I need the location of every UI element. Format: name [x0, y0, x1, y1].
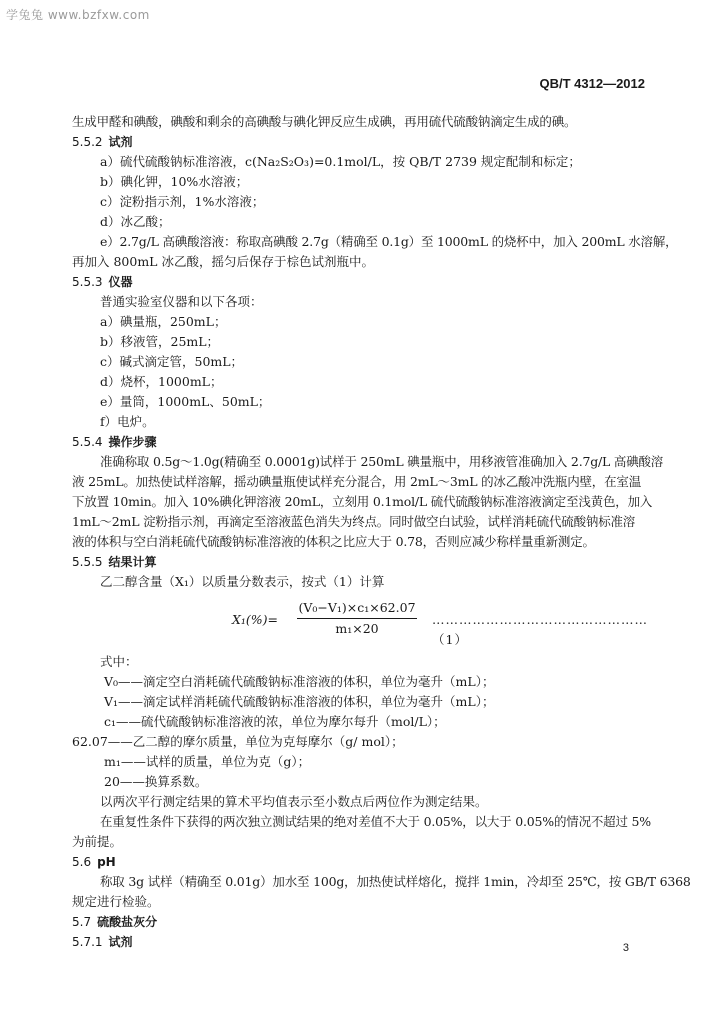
section-title: 试剂	[108, 135, 133, 149]
formula-numerator: (V₀−V₁)×c₁×62.07	[297, 598, 417, 619]
definition-item: V₁——滴定试样消耗硫代硫酸钠标准溶液的体积，单位为毫升（mL）；	[104, 694, 495, 709]
paragraph-line: 液 25mL。加热使试样溶解，摇动碘量瓶使试样充分混合，用 2mL～3mL 的冰乙酸冲洗瓶内壁，在室温	[72, 474, 641, 489]
document-body	[72, 112, 691, 952]
section-number: 5.5.5	[72, 555, 103, 569]
section-heading-5-7	[72, 912, 650, 932]
list-item: e）2.7g/L 高碘酸溶液：称取高碘酸 2.7g（精确至 0.1g）至 1000mL 的烧杯中，加入 200mL 水溶解，	[100, 234, 678, 249]
definition-item: V₀——滴定空白消耗硫代硫酸钠标准溶液的体积，单位为毫升（mL）；	[104, 674, 495, 689]
paragraph-line: 普通实验室仪器和以下各项：	[100, 294, 263, 309]
section-number: 5.7.1	[72, 935, 103, 949]
paragraph-line: 为前提。	[72, 834, 123, 849]
definition-item: m₁——试样的质量，单位为克（g）；	[104, 754, 311, 769]
section-title: pH	[97, 855, 116, 869]
paragraph-line: 再加入 800mL 冰乙酸，摇匀后保存于棕色试剂瓶中。	[72, 254, 374, 269]
list-item: a）硫代硫酸钠标准溶液，c(Na₂S₂O₃)=0.1mol/L，按 QB/T 2739 规定配制和标定；	[100, 154, 581, 169]
standard-number: QB/T 4312—2012	[539, 76, 645, 91]
section-heading-5-6	[72, 852, 650, 872]
list-item: b）移液管，25mL；	[100, 334, 220, 349]
section-title: 试剂	[108, 935, 133, 949]
watermark: 学兔兔 www.bzfxw.com	[6, 8, 150, 22]
formula-tag: …………………………………………（1）	[432, 612, 648, 647]
paragraph-line: 以两次平行测定结果的算术平均值表示至小数点后两位作为测定结果。	[100, 794, 488, 809]
section-title: 结果计算	[108, 555, 157, 569]
paragraph-line: 在重复性条件下获得的两次独立测试结果的绝对差值不大于 0.05%，以大于 0.05%的情况不超过 5%	[100, 814, 651, 829]
section-heading-5-5-4	[72, 432, 650, 452]
definition-item: c₁——硫代硫酸钠标准溶液的浓，单位为摩尔每升（mol/L）；	[104, 714, 446, 729]
definition-item: 62.07——乙二醇的摩尔质量，单位为克每摩尔（g/ mol）；	[72, 734, 404, 749]
paragraph-line: 1mL～2mL 淀粉指示剂，再滴定至溶液蓝色消失为终点。同时做空白试验，试样消耗硫代硫酸钠标准溶	[72, 514, 636, 529]
paragraph-line: 下放置 10min。加入 10%碘化钾溶液 20mL，立刻用 0.1mol/L 硫代硫酸钠标准溶液滴定至浅黄色，加入	[72, 494, 653, 509]
section-title: 硫酸盐灰分	[97, 915, 158, 929]
paragraph-line: 式中：	[100, 654, 138, 669]
paragraph-line: 乙二醇含量（X₁）以质量分数表示，按式（1）计算	[100, 574, 385, 589]
section-heading-5-5-3	[72, 272, 650, 292]
section-number: 5.5.2	[72, 135, 103, 149]
section-number: 5.5.4	[72, 435, 103, 449]
list-item: d）烧杯，1000mL；	[100, 374, 223, 389]
section-title: 仪器	[108, 275, 133, 289]
paragraph-line: 规定进行检验。	[72, 894, 160, 909]
section-number: 5.7	[72, 915, 92, 929]
formula-fraction	[297, 598, 417, 639]
page-number: 3	[622, 942, 629, 954]
formula-1	[72, 598, 650, 647]
list-item: f）电炉。	[100, 414, 155, 429]
list-item: b）碘化钾，10%水溶液；	[100, 174, 249, 189]
section-heading-5-5-5	[72, 552, 650, 572]
section-heading-5-7-1	[72, 932, 650, 952]
list-item: a）碘量瓶，250mL；	[100, 314, 227, 329]
definition-item: 20——换算系数。	[104, 774, 208, 789]
paragraph-line: 生成甲醛和碘酸，碘酸和剩余的高碘酸与碘化钾反应生成碘，再用硫代硫酸钠滴定生成的碘。	[72, 114, 577, 129]
section-heading-5-5-2	[72, 132, 650, 152]
paragraph-line: 准确称取 0.5g～1.0g(精确至 0.0001g)试样于 250mL 碘量瓶中，用移液管准确加入 2.7g/L 高碘酸溶	[100, 454, 664, 469]
list-item: e）量筒，1000mL、50mL；	[100, 394, 271, 409]
formula-lhs: X₁(%)=	[232, 612, 279, 627]
list-item: d）冰乙酸；	[100, 214, 171, 229]
list-item: c）淀粉指示剂，1%水溶液；	[100, 194, 265, 209]
paragraph-line: 称取 3g 试样（精确至 0.01g）加水至 100g，加热使试样熔化，搅拌 1min，冷却至 25℃，按 GB/T 6368	[100, 874, 691, 889]
section-number: 5.6	[72, 855, 92, 869]
paragraph-line: 液的体积与空白消耗硫代硫酸钠标准溶液的体积之比应大于 0.78，否则应减少称样量重新测定。	[72, 534, 595, 549]
list-item: c）碱式滴定管，50mL；	[100, 354, 244, 369]
formula-denominator: m₁×20	[335, 621, 379, 636]
section-title: 操作步骤	[108, 435, 157, 449]
section-number: 5.5.3	[72, 275, 103, 289]
